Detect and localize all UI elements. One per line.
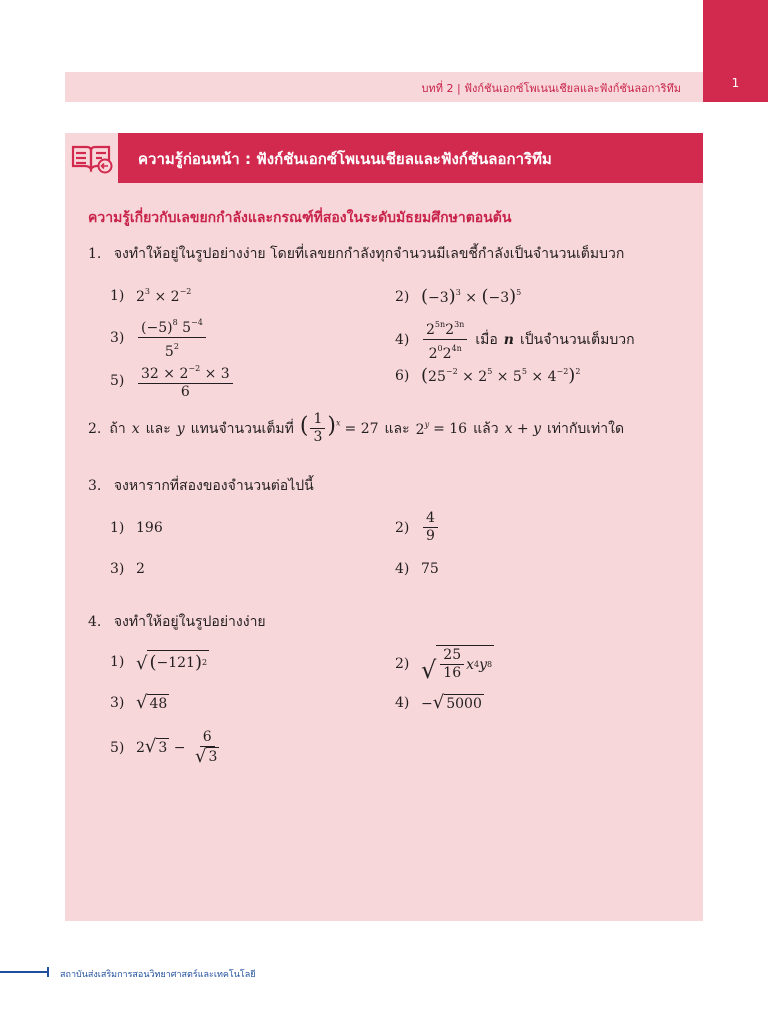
q3-item-3 [110, 561, 145, 577]
expression: $(-3)^3 \times (-3)^5$ [421, 286, 522, 307]
sqrt-expression: − √ 5000 [421, 692, 482, 713]
q2-ask: เท่ากับเท่าใด [547, 420, 625, 437]
fraction: $\frac{(-5)^8 5^{-4}}{5^2}$ [138, 314, 206, 361]
item-label: 2) [395, 288, 410, 305]
footer-tick [47, 967, 49, 977]
footer-line [0, 971, 48, 973]
q3-item-2 [395, 510, 440, 545]
page-number: 1 [731, 76, 740, 90]
q4-item-1 [110, 650, 209, 673]
question-2 [88, 411, 630, 446]
expression: $(25^{-2} \times 2^5 \times 5^5 \times 4^{-2})^2$ [421, 365, 581, 386]
question-text: จงหารากที่สองของจำนวนต่อไปนี้ [113, 478, 314, 494]
variable-y: y [176, 420, 185, 437]
q4-item-3 [110, 694, 169, 712]
q3-item-4 [395, 561, 439, 577]
numerator: 4 [423, 510, 438, 528]
condition-text-2: เป็นจำนวนเต็มบวก [519, 331, 635, 348]
variable-n: n [503, 331, 514, 348]
expression-1: ( $\frac{1}{3}$ )$^x$ [299, 411, 341, 445]
sqrt-expression: √ 48 [136, 692, 168, 713]
q2-if: ถ้า [109, 420, 126, 437]
q3-item-1 [110, 520, 163, 536]
question-3 [88, 475, 320, 497]
question-4 [88, 611, 272, 633]
value: 75 [421, 561, 439, 577]
sqrt-expression: √ $\frac{25}{16}$ x 4 y 8 [421, 647, 493, 684]
q2-and-2: และ [384, 420, 410, 437]
item-label: 4) [395, 561, 410, 577]
expression-2: 2$^y$ [415, 419, 430, 438]
value: 2 [136, 561, 145, 577]
q1-item-4 [395, 316, 641, 363]
variable-x: x [131, 420, 140, 437]
icon-box [65, 133, 118, 183]
section-bar [118, 133, 703, 183]
q1-item-2 [395, 286, 521, 307]
item-label: 3) [110, 561, 125, 577]
item-label: 4) [395, 331, 410, 348]
sqrt-expression: √ ( −121 ) 2 [136, 652, 208, 674]
condition-text: เมื่อ [475, 331, 498, 348]
question-text: จงทำให้อยู่ในรูปอย่างง่าย โดยที่เลขยกกำลังทุกจำนวนมีเลขชี้กำลังเป็นจำนวนเต็มบวก [113, 246, 625, 262]
question-number: 2. [88, 420, 102, 437]
item-label: 1) [110, 288, 125, 304]
sum-expression: x + y [504, 420, 541, 437]
q1-item-6 [395, 365, 580, 386]
item-label: 3) [110, 329, 125, 346]
fraction: $\frac{2^{5n}2^{3n}}{2^02^{4n}}$ [423, 316, 467, 363]
item-label: 1) [110, 520, 125, 536]
q4-item-5 [110, 729, 224, 767]
q1-item-3 [110, 314, 208, 361]
fraction: $\frac{32 \times 2^{-2} \times 3}{6}$ [138, 360, 233, 401]
subtitle: ความรู้เกี่ยวกับเลขยกกำลังและกรณฑ์ที่สองในระดับมัธยมศึกษาตอนต้น [88, 210, 512, 226]
q1-item-1 [110, 287, 191, 305]
item-label: 2) [395, 655, 410, 672]
item-label: 1) [110, 653, 125, 670]
item-label: 5) [110, 740, 125, 756]
footer-text: สถาบันส่งเสริมการสอนวิทยาศาสตร์และเทคโนโลยี [60, 970, 256, 980]
item-label: 2) [395, 519, 410, 536]
book-arrow-icon [65, 133, 118, 183]
item-label: 5) [110, 372, 125, 389]
denominator: 9 [426, 528, 435, 544]
chapter-header: บทที่ 2 | ฟังก์ชันเอกซ์โพเนนเชียลและฟังก์ชันลอการิทึม [421, 82, 681, 95]
expression: $2^3 \times 2^{-2}$ [136, 287, 192, 305]
q2-and: และ [145, 420, 171, 437]
section-title: ความรู้ก่อนหน้า : ฟังก์ชันเอกซ์โพเนนเชียลและฟังก์ชันลอการิทึม [138, 150, 552, 168]
eq-16: = 16 [433, 420, 468, 437]
value: 196 [136, 520, 163, 536]
q4-item-4 [395, 694, 484, 712]
question-text: จงทำให้อยู่ในรูปอย่างง่าย [113, 614, 266, 630]
item-label: 4) [395, 695, 410, 711]
fraction [423, 510, 438, 545]
item-label: 3) [110, 695, 125, 711]
question-1 [88, 243, 630, 265]
header-band [65, 72, 703, 102]
question-number: 4. [88, 614, 102, 630]
q1-item-5 [110, 360, 235, 401]
q2-represent: แทนจำนวนเต็มที่ [190, 420, 294, 437]
q4-item-2 [395, 645, 494, 682]
expression: 2 √ 3 − 6 √ 3 [136, 729, 218, 767]
question-number: 3. [88, 478, 102, 494]
eq-27: = 27 [344, 420, 379, 437]
question-number: 1. [88, 246, 102, 262]
item-label: 6) [395, 367, 410, 384]
q2-then: แล้ว [473, 420, 499, 437]
